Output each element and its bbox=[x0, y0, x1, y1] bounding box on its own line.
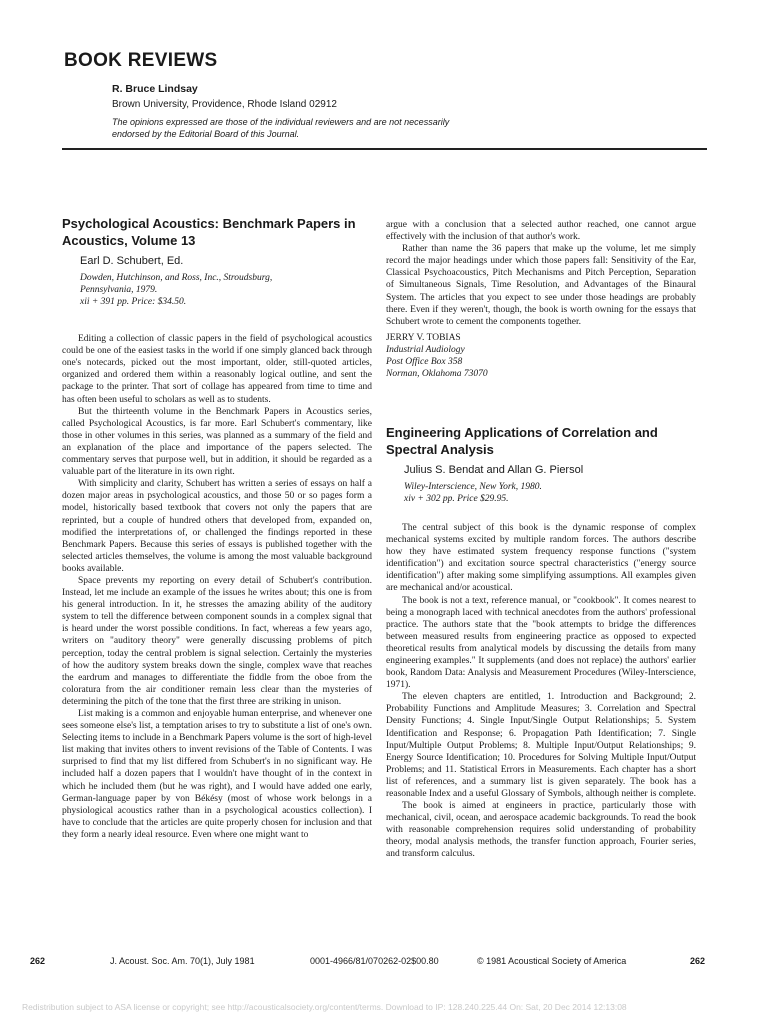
review1-publisher: Dowden, Hutchinson, and Ross, Inc., Stroudsburg, bbox=[80, 273, 273, 284]
review1-paragraph: Rather than name the 36 papers that make up the volume, let me simply record the major headings under which those papers fall: Sensitivity of the Ear, Classical Psychoacoustics, Pitch Mechanisms and Pitch Perception, Separation of Simultaneous Signals, Time Resolution, and Advantages of the Binaural System. The articles that you expect to see under those headings are probably there. Even if they weren't, though, the book is worth owning for the essays that Schubert wrote to cement the components together. bbox=[386, 244, 696, 327]
review1-body bbox=[62, 333, 372, 841]
review1-paragraph: argue with a conclusion that a selected author reached, one cannot argue effectively with the inclusion of that author's work. bbox=[386, 220, 696, 243]
header-rule bbox=[62, 148, 707, 150]
review1-title: Psychological Acoustics: Benchmark Papers in Acoustics, Volume 13 bbox=[62, 216, 356, 248]
left-column bbox=[62, 215, 372, 841]
review2-paragraph: The central subject of this book is the dynamic response of complex mechanical systems excited by multiple random forces. The authors describe how they have estimated system frequency response functions ("system identification") and excitation source spectral characteristics ("energy source identification") after making some simplifying assumptions. All examples given are mechanical and/or acoustical. bbox=[386, 522, 696, 594]
review1-paragraph: But the thirteenth volume in the Benchmark Papers in Acoustics series, called Psychological Acoustics, is far more. Earl Schubert's commentary, like those in other volumes in this series, was planned as a summary of the field and an explanation of the place and importance of the papers selected. The commentary serves that purpose well, but in addition, it should be regarded as a valuable part of the literature in its own right. bbox=[62, 406, 372, 478]
review1-author: Earl D. Schubert, Ed. bbox=[80, 255, 184, 267]
journal-citation: J. Acoust. Soc. Am. 70(1), July 1981 bbox=[110, 956, 255, 966]
section-title: BOOK REVIEWS bbox=[64, 50, 218, 71]
review1-location: Pennsylvania, 1979. bbox=[80, 285, 158, 296]
article-code: 0001-4966/81/070262-02$00.80 bbox=[310, 956, 439, 966]
editor-affiliation: Brown University, Providence, Rhode Island 02912 bbox=[112, 99, 337, 110]
reviewer-org: Industrial Audiology bbox=[386, 344, 465, 355]
page-footer bbox=[30, 956, 720, 970]
download-watermark: Redistribution subject to ASA license or copyright; see http://acousticalsociety.org/content/terms. Download to IP: 128.240.225.44 On: Sat, 20 Dec 2014 12:13:08 bbox=[22, 1002, 627, 1012]
disclaimer-note: The opinions expressed are those of the individual reviewers and are not necessarily endorsed by the Editorial Board of this Journal. bbox=[112, 117, 450, 139]
copyright-notice: © 1981 Acoustical Society of America bbox=[477, 956, 627, 966]
review2-paragraph: The book is aimed at engineers in practice, particularly those with mechanical, civil, ocean, and aerospace academic backgrounds. To read the book with reasonable comprehension requires solid understanding of probability theory, modal analysis methods, the transfer function approach, Fourier series, and transform calculus. bbox=[386, 801, 696, 860]
page-number-right: 262 bbox=[690, 956, 706, 966]
review2-author: Julius S. Bendat and Allan G. Piersol bbox=[404, 463, 584, 476]
review1-price: xii + 391 pp. Price: $34.50. bbox=[80, 297, 187, 308]
review1-publication bbox=[80, 272, 372, 308]
page-header bbox=[64, 50, 709, 139]
reviewer-address: Post Office Box 358 bbox=[386, 356, 463, 367]
review1-paragraph: Space prevents my reporting on every detail of Schubert's contribution. Instead, let me include an example of the issues he writes about; this one is from his general introduction. In it, he stresses the amazing ability of the auditory system to tell the difference between component sounds in a complex signal that is heard under the worst possible conditions. In fact, whereas a few years ago, writers on "auditory theory" were generally discussing problems of pitch perception, today the central problem is signal selection. Certainly the mysteries of how the auditory system breaks down the single, complex wave that reaches the eardrum and manages to differentiate the fiddle from the oboe from the coloratura from the air conditioner remain less clear than the mysteries of determining the pitch of the tone that the first three are striking in unison. bbox=[62, 575, 372, 707]
reviewer-city: Norman, Oklahoma 73070 bbox=[386, 368, 488, 379]
review1-continued bbox=[386, 219, 696, 328]
review2-publisher: Wiley-Interscience, New York, 1980. bbox=[404, 481, 542, 492]
review2-paragraph: The eleven chapters are entitled, 1. Introduction and Background; 2. Probability Functions and Amplitude Measures; 3. Correlation and Spectral Density Functions; 4. Single Input/Single Output Relationships; 5. System Identification and Response; 6. Propagation Path Identification; 7. Single Input/Multiple Output Problems; 8. Multiple Input/Output Relationships; 9. Energy Source Identification; 10. Procedures for Solving Multiple Input/Output Problems; and 11. Statistical Errors in Measurements. Each chapter has a short list of references, and a summary list is given separately. The book has a reasonable Index and a useful Glossary of Symbols, although neither is complete. bbox=[386, 692, 696, 799]
review1-paragraph: With simplicity and clarity, Schubert has written a series of essays on half a dozen major areas in psychological acoustics, and those 50 or so pages form a model, historically based textbook that covers not only the papers that are reprinted, but a couple of hundred others that developed from, expanded on, modified the interpretations of, or challenged the findings reported in these Benchmark Papers. Because this series of essays is published together with the selected articles themselves, the volume is among the most valuable background books available. bbox=[62, 479, 372, 574]
review1-paragraph: Editing a collection of classic papers in the field of psychological acoustics could be one of the easiest tasks in the world if one simply glanced back through one's notecards, picked out the most important, older, still-quoted articles, organized and ordered them within a reasonably logical outline, and sent the package to the printer. That sort of collage has appeared from time to time and has often been useful to scholars as well as to students. bbox=[62, 334, 372, 405]
review2-paragraph: The book is not a text, reference manual, or "cookbook". It comes nearest to being a monograph laced with technical anecdotes from the authors' professional practice. The authors state that the "book attempts to bridge the differences between measured results from engineering practice as opposed to expected theoretical results from analytical models by discussing the details from many engineering examples." It supplements (and does not replace) the authors' earlier book, Random Data: Analysis and Measurement Procedures (Wiley-Interscience, 1971). bbox=[386, 595, 696, 691]
right-column bbox=[386, 219, 696, 861]
review1-signature bbox=[386, 332, 696, 380]
review1-paragraph: List making is a common and enjoyable human enterprise, and whenever one sees someone else's list, a temptation arises to try to substitute a list of one's own. Selecting items to include in a Benchmark Papers volume is the sort of high-level list making that invites others to invent revisions of the Table of Contents. I was surprised to find that my list differed from Schubert's in no significant way. He included half a dozen papers that I wouldn't have thought of in the context in which he included them (but he was right), and I would have added one early, German-language paper by von Békésy (most of whose work belongs in a physiological acoustics rather than in a psychological acoustics collection). I have to conclude that the articles are quite properly chosen for inclusion and that they form a nearly ideal resource. Even where one might want to bbox=[62, 709, 372, 840]
editor-name: R. Bruce Lindsay bbox=[112, 83, 198, 95]
review2-publication bbox=[404, 481, 696, 505]
page-number-left: 262 bbox=[30, 956, 46, 966]
reviewer-name: JERRY V. TOBIAS bbox=[386, 332, 461, 343]
review2-title: Engineering Applications of Correlation and Spectral Analysis bbox=[386, 424, 658, 457]
review2-price: xiv + 302 pp. Price $29.95. bbox=[404, 493, 509, 504]
review2-body bbox=[386, 522, 696, 861]
